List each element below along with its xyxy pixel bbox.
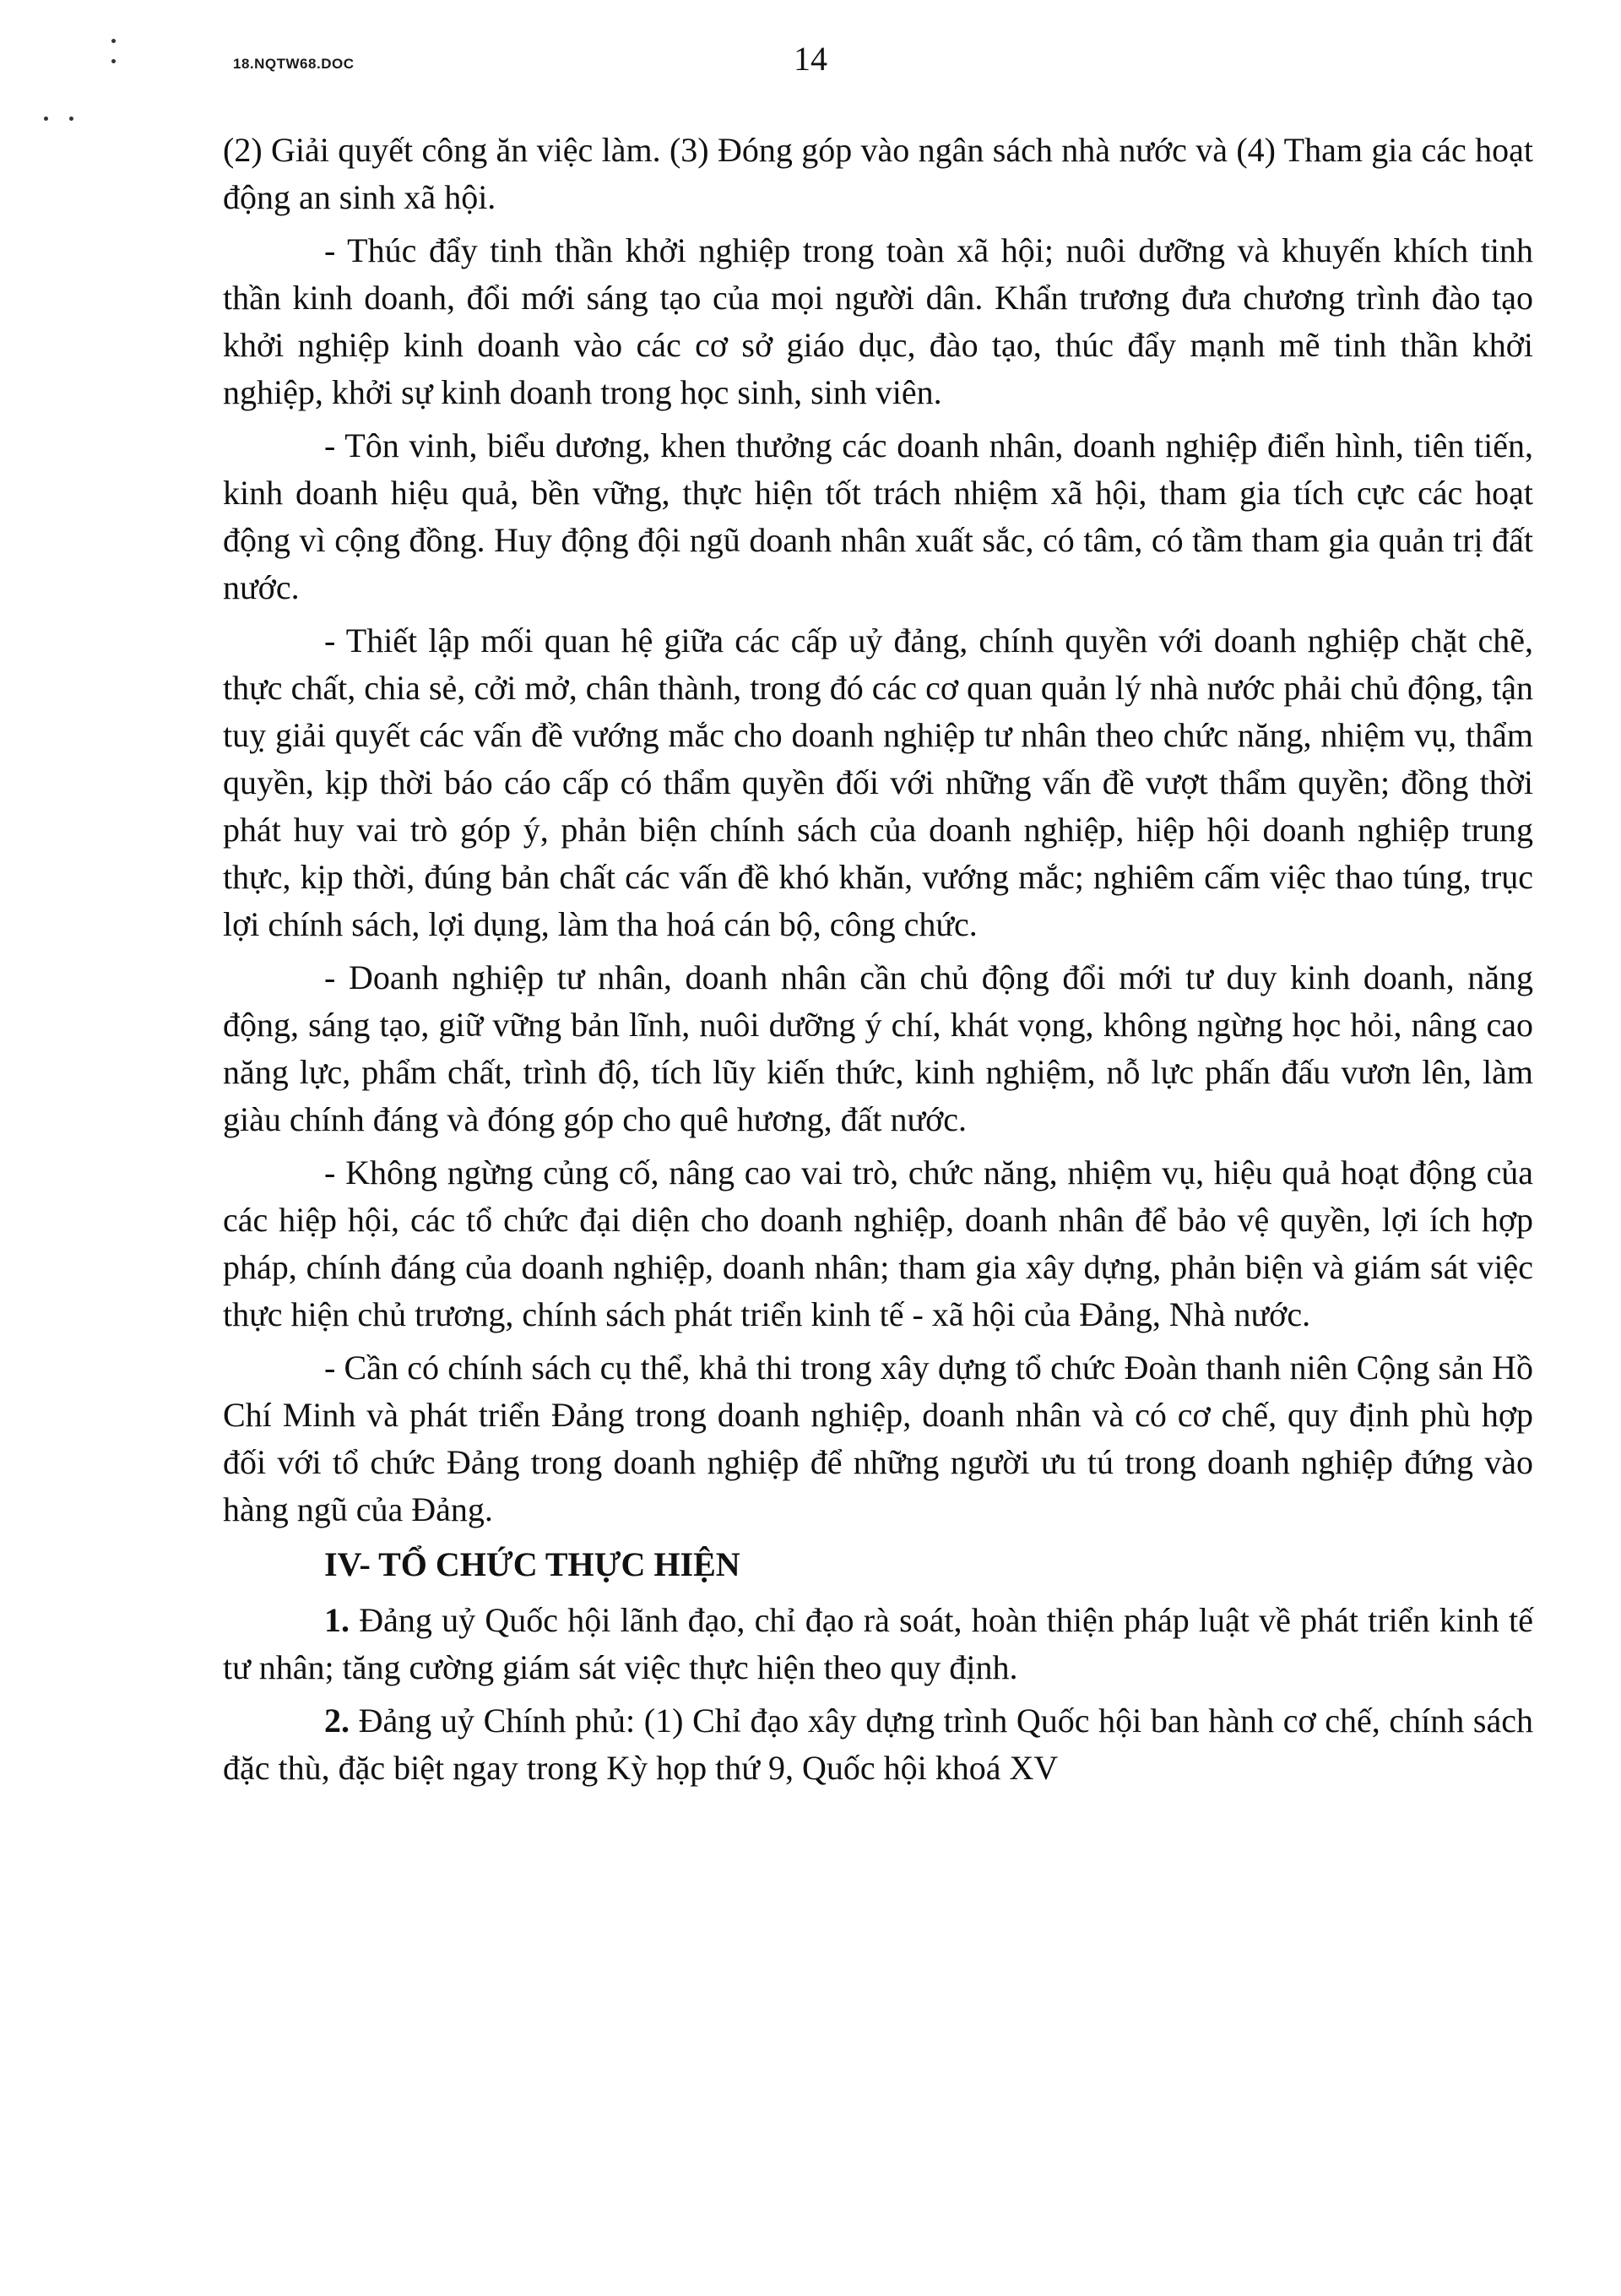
document-code: 18.NQTW68.DOC	[233, 56, 355, 72]
scan-speck	[111, 59, 116, 63]
item-text: Đảng uỷ Quốc hội lãnh đạo, chỉ đạo rà soát, hoàn thiện pháp luật về phát triển kinh tế tư nhân; tăng cường giám sát việc thực hiện theo quy định.	[223, 1601, 1533, 1686]
paragraph-entrepreneurship: - Thúc đẩy tinh thần khởi nghiệp trong toàn xã hội; nuôi dưỡng và khuyến khích tinh thần kinh doanh, đổi mới sáng tạo của mọi người dân. Khẩn trương đưa chương trình đào tạo khởi nghiệp kinh doanh vào các cơ sở giáo dục, đào tạo, thúc đẩy mạnh mẽ tinh thần khởi nghiệp, khởi sự kinh doanh trong học sinh, sinh viên.	[223, 231, 1533, 411]
item-number: 1.	[324, 1601, 350, 1639]
scan-speck	[44, 117, 48, 121]
section-item	[223, 1597, 1533, 1691]
scan-speck	[111, 39, 116, 43]
section-heading: IV- TỔ CHỨC THỰC HIỆN	[324, 1545, 740, 1583]
intro-paragraph: (2) Giải quyết công ăn việc làm. (3) Đóng góp vào ngân sách nhà nước và (4) Tham gia các hoạt động an sinh xã hội.	[223, 131, 1533, 216]
item-text: Đảng uỷ Chính phủ: (1) Chỉ đạo xây dựng trình Quốc hội ban hành cơ chế, chính sách đặc thù, đặc biệt ngay trong Kỳ họp thứ 9, Quốc hội khoá XV	[223, 1702, 1533, 1787]
document-body	[223, 127, 1533, 1798]
paragraph-associations: - Không ngừng củng cố, nâng cao vai trò, chức năng, nhiệm vụ, hiệu quả hoạt động của các hiệp hội, các tổ chức đại diện cho doanh nghiệp, doanh nhân để bảo vệ quyền, lợi ích hợp pháp, chính đáng của doanh nghiệp, doanh nhân; tham gia xây dựng, phản biện và giám sát việc thực hiện chủ trương, chính sách phát triển kinh tế - xã hội của Đảng, Nhà nước.	[223, 1153, 1533, 1333]
paragraph-party-business-relations: - Thiết lập mối quan hệ giữa các cấp uỷ đảng, chính quyền với doanh nghiệp chặt chẽ, thực chất, chia sẻ, cởi mở, chân thành, trong đó các cơ quan quản lý nhà nước phải chủ động, tận tuỵ giải quyết các vấn đề vướng mắc cho doanh nghiệp tư nhân theo chức năng, nhiệm vụ, thẩm quyền, kịp thời báo cáo cấp có thẩm quyền đối với những vấn đề vượt thẩm quyền; đồng thời phát huy vai trò góp ý, phản biện chính sách của doanh nghiệp, hiệp hội doanh nghiệp trung thực, kịp thời, đúng bản chất các vấn đề khó khăn, vướng mắc; nghiêm cấm việc thao túng, trục lợi chính sách, lợi dụng, làm tha hoá cán bộ, công chức.	[223, 621, 1533, 943]
section-item	[223, 1697, 1533, 1792]
paragraph-honoring-entrepreneurs: - Tôn vinh, biểu dương, khen thưởng các doanh nhân, doanh nghiệp điển hình, tiên tiến, kinh doanh hiệu quả, bền vững, thực hiện tốt trách nhiệm xã hội, tham gia tích cực các hoạt động vì cộng đồng. Huy động đội ngũ doanh nhân xuất sắc, có tâm, có tầm tham gia quản trị đất nước.	[223, 426, 1533, 606]
paragraph-party-organizations: - Cần có chính sách cụ thể, khả thi trong xây dựng tổ chức Đoàn thanh niên Cộng sản Hồ Chí Minh và phát triển Đảng trong doanh nghiệp, doanh nhân và có cơ chế, quy định phù hợp đối với tổ chức Đảng trong doanh nghiệp để những người ưu tú trong doanh nghiệp đứng vào hàng ngũ của Đảng.	[223, 1349, 1533, 1528]
item-number: 2.	[324, 1702, 350, 1740]
page-number: 14	[794, 40, 827, 78]
paragraph-business-innovation: - Doanh nghiệp tư nhân, doanh nhân cần chủ động đổi mới tư duy kinh doanh, năng động, sáng tạo, giữ vững bản lĩnh, nuôi dưỡng ý chí, khát vọng, không ngừng học hỏi, nâng cao năng lực, phẩm chất, trình độ, tích lũy kiến thức, kinh nghiệm, nỗ lực phấn đấu vươn lên, làm giàu chính đáng và đóng góp cho quê hương, đất nước.	[223, 958, 1533, 1138]
scan-speck	[69, 117, 73, 121]
